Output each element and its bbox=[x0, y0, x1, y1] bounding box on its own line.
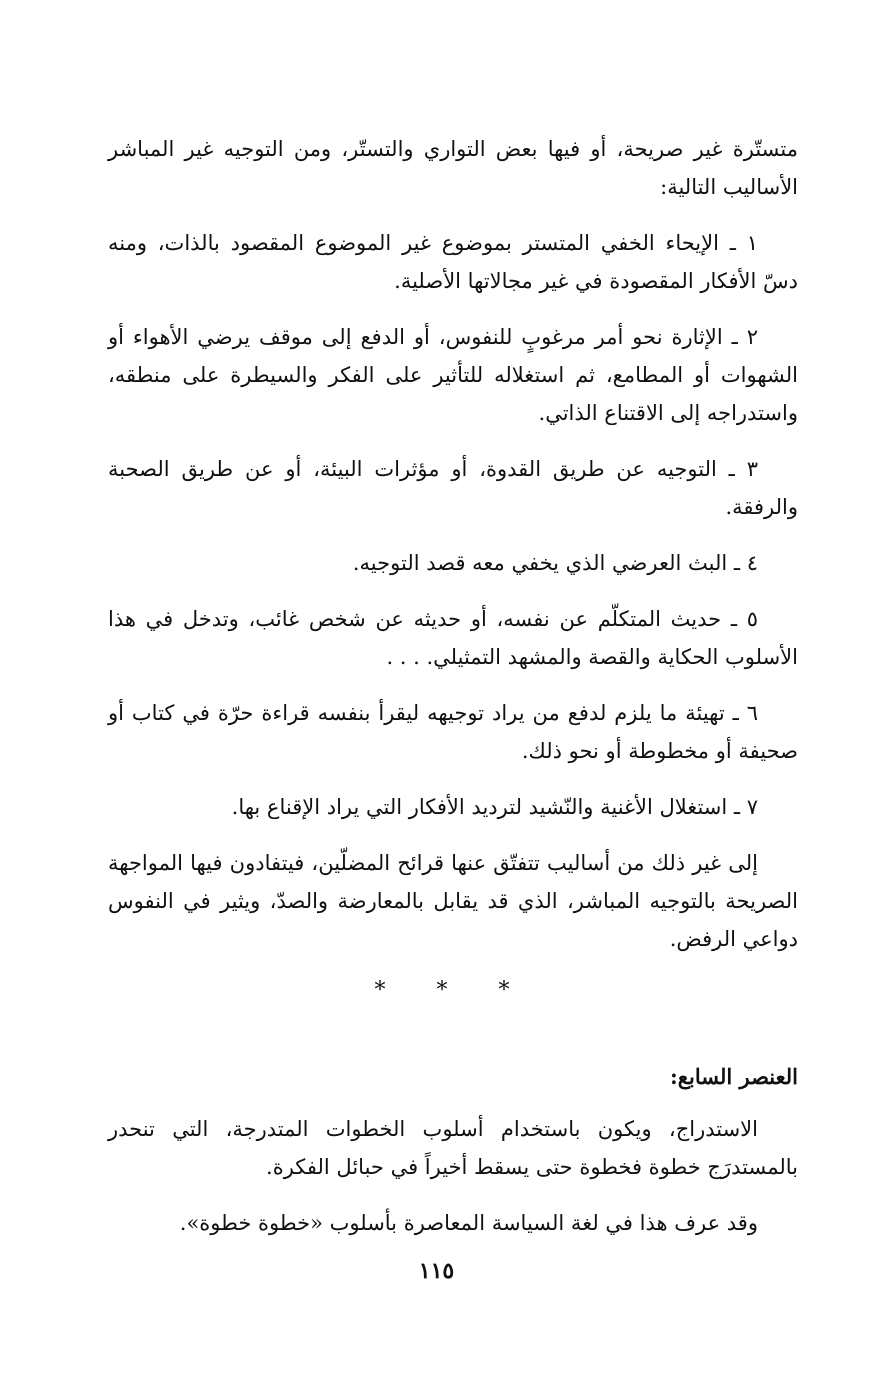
list-item-3: ٣ ـ التوجيه عن طريق القدوة، أو مؤثرات البيئة، أو عن طريق الصحبة والرفقة. bbox=[108, 457, 798, 519]
list-item-7: ٧ ـ استغلال الأغنية والنّشيد لترديد الأفكار التي يراد الإقناع بها. bbox=[231, 795, 758, 819]
paragraph-section7-body: الاستدراج، ويكون باستخدام أسلوب الخطوات المتدرجة، التي تنحدر بالمستدرَج خطوة فخطوة حتى يسقط أخيراً في حبائل الفكرة. bbox=[108, 1117, 798, 1179]
list-item-6: ٦ ـ تهيئة ما يلزم لدفع من يراد توجيهه ليقرأ بنفسه قراءة حرّة في كتاب أو صحيفة أو مخطوطة أو نحو ذلك. bbox=[108, 701, 798, 763]
paragraph-intro: متستّرة غير صريحة، أو فيها بعض التواري والتستّر، ومن التوجيه غير المباشر الأساليب التالية: bbox=[108, 137, 798, 199]
section-separator: * * * bbox=[374, 978, 532, 1003]
paragraph-closing: إلى غير ذلك من أساليب تتفتّق عنها قرائح المضلّين، فيتفادون فيها المواجهة الصريحة بالتوجيه المباشر، الذي قد يقابل بالمعارضة والصدّ، ويثير في النفوس دواعي الرفض. bbox=[108, 851, 798, 951]
list-item-5: ٥ ـ حديث المتكلّم عن نفسه، أو حديثه عن شخص غائب، وتدخل في هذا الأسلوب الحكاية والقصة والمشهد التمثيلي. . . . bbox=[108, 607, 798, 669]
paragraph-section7-note: وقد عرف هذا في لغة السياسة المعاصرة بأسلوب «خطوة خطوة». bbox=[179, 1211, 758, 1235]
section-heading: العنصر السابع: bbox=[670, 1064, 798, 1089]
list-item-4: ٤ ـ البث العرضي الذي يخفي معه قصد التوجيه. bbox=[352, 551, 758, 575]
page-number: ١١٥ bbox=[418, 1258, 455, 1284]
page-body bbox=[108, 130, 798, 1260]
list-item-1: ١ ـ الإيحاء الخفي المتستر بموضوع غير الموضوع المقصود بالذات، ومنه دسّ الأفكار المقصودة في غير مجالاتها الأصلية. bbox=[108, 231, 798, 293]
list-item-2: ٢ ـ الإثارة نحو أمر مرغوبٍ للنفوس، أو الدفع إلى موقف يرضي الأهواء أو الشهوات أو المطامع، ثم استغلاله للتأثير على الفكر والسيطرة على منطقه، واستدراجه إلى الاقتناع الذاتي. bbox=[108, 325, 798, 425]
